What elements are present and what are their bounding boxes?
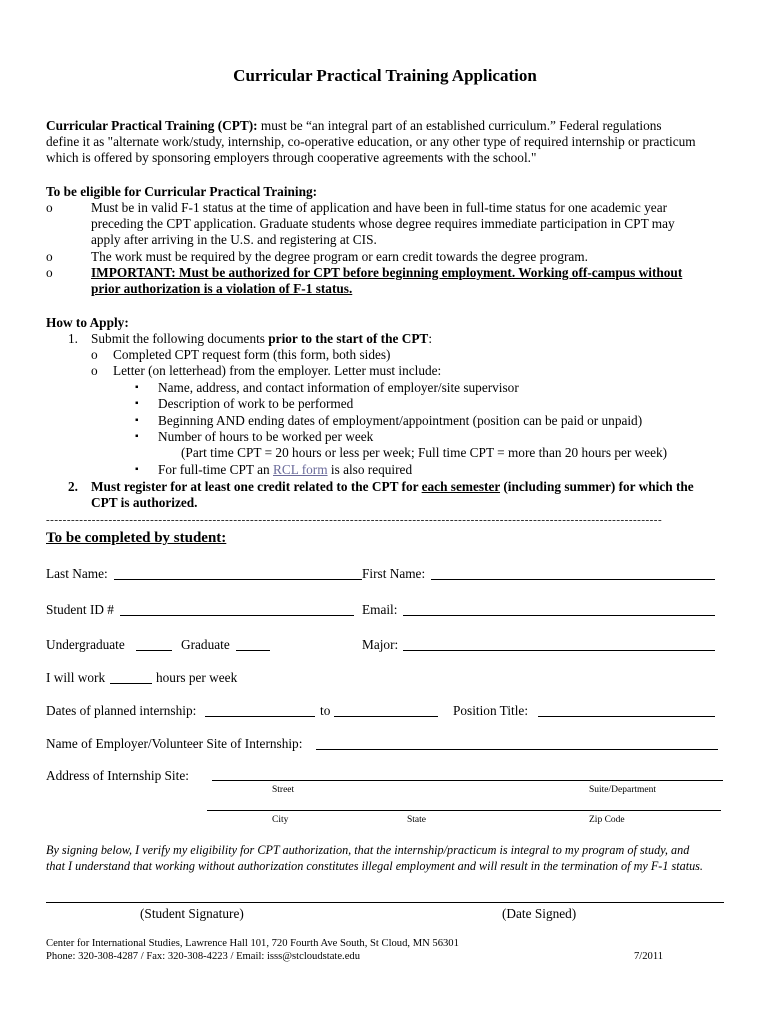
undergraduate-label: Undergraduate (46, 637, 125, 652)
square-bullet-icon: ▪ (135, 431, 139, 442)
step-2-text (91, 479, 694, 495)
step-1-bold: prior to the start of the CPT (268, 331, 429, 346)
hours-note: (Part time CPT = 20 hours or less per week; Full time CPT = more than 20 hours per week) (181, 445, 668, 460)
letter-item-3: Beginning AND ending dates of employment/appointment (position can be paid or unpaid) (158, 413, 643, 428)
footer-address: Center for International Studies, Lawrence Hall 101, 720 Fourth Ave South, St Cloud, MN 56301 (46, 938, 459, 949)
email-label: Email: (362, 602, 398, 617)
undergraduate-field[interactable] (136, 650, 172, 651)
eligibility-item-1b: preceding the CPT application. Graduate students whose degree requires immediate participation in CPT may (91, 216, 675, 231)
end-date-field[interactable] (334, 716, 438, 717)
step-2-a: Must register for at least one credit related to the CPT for (91, 479, 422, 494)
rcl-form-link[interactable]: RCL form (273, 462, 328, 477)
dashed-separator: ---------------------------------------------------------------------------------------------------------------------------------------------------- (46, 514, 663, 524)
intro-line-3: which is offered by sponsoring employers through cooperative agreements with the school." (46, 150, 537, 165)
major-field[interactable] (403, 650, 715, 651)
page-title: Curricular Practical Training Application (233, 66, 537, 85)
dates-label: Dates of planned internship: (46, 703, 197, 718)
first-name-label: First Name: (362, 566, 426, 581)
student-section-heading: To be completed by student: (46, 530, 227, 546)
letter-item-1: Name, address, and contact information of employer/site supervisor (158, 380, 519, 395)
state-caption: State (407, 815, 426, 825)
certification-line-2: that I understand that working without authorization constitutes illegal employment and will result in the termination of my F-1 status. (46, 859, 703, 873)
student-signature-label: (Student Signature) (140, 906, 244, 921)
street-field[interactable] (212, 780, 723, 781)
letter-item-4: Number of hours to be worked per week (158, 429, 374, 444)
student-id-label: Student ID # (46, 602, 114, 617)
step-2-line-2: CPT is authorized. (91, 495, 198, 510)
step-1-text (91, 331, 432, 347)
first-name-field[interactable] (431, 579, 715, 580)
step-2-underlined: each semester (421, 479, 501, 494)
graduate-label: Graduate (181, 637, 230, 652)
step-1-number: 1. (68, 331, 78, 346)
date-signed-label: (Date Signed) (502, 906, 577, 921)
position-title-field[interactable] (538, 716, 715, 717)
bullet-icon: o (46, 249, 53, 264)
employer-label: Name of Employer/Volunteer Site of Internship: (46, 736, 303, 751)
letter-item-2: Description of work to be performed (158, 396, 354, 411)
suite-caption: Suite/Department (589, 785, 657, 795)
square-bullet-icon: ▪ (135, 382, 139, 393)
sub-item-1: Completed CPT request form (this form, both sides) (113, 347, 391, 362)
signature-line[interactable] (46, 902, 724, 903)
rcl-post: is also required (327, 462, 413, 477)
eligibility-item-3a: IMPORTANT: Must be authorized for CPT before beginning employment. Working off-campus without (91, 265, 683, 280)
last-name-field[interactable] (114, 579, 362, 580)
start-date-field[interactable] (205, 716, 315, 717)
square-bullet-icon: ▪ (135, 415, 139, 426)
eligibility-item-1a: Must be in valid F-1 status at the time of application and have been in full-time status for one academic year (91, 200, 668, 215)
intro-term: Curricular Practical Training (CPT): (46, 118, 258, 133)
step-1-pre: Submit the following documents (91, 331, 269, 346)
zip-caption: Zip Code (589, 815, 625, 825)
bullet-icon: o (46, 265, 53, 280)
rcl-item (158, 462, 412, 478)
step-2-number: 2. (68, 479, 78, 494)
work-hours-field[interactable] (110, 683, 152, 684)
sub-bullet-icon: o (91, 363, 98, 378)
bullet-icon: o (46, 200, 53, 215)
intro-text-1: must be “an integral part of an established curriculum.” Federal regulations (257, 118, 662, 133)
eligibility-item-2: The work must be required by the degree program or earn credit towards the degree program. (91, 249, 588, 264)
how-to-apply-heading: How to Apply: (46, 315, 129, 330)
last-name-label: Last Name: (46, 566, 108, 581)
to-label: to (320, 703, 331, 718)
email-field[interactable] (403, 615, 715, 616)
intro-line-2: define it as "alternate work/study, internship, co-operative education, or any other type of required internship or practicum (46, 134, 696, 149)
square-bullet-icon: ▪ (135, 398, 139, 409)
employer-field[interactable] (316, 749, 718, 750)
sub-bullet-icon: o (91, 347, 98, 362)
certification-line-1: By signing below, I verify my eligibility for CPT authorization, that the internship/practicum is integral to my program of study, and (46, 843, 690, 857)
square-bullet-icon: ▪ (135, 464, 139, 475)
revision-date: 7/2011 (634, 951, 664, 962)
major-label: Major: (362, 637, 399, 652)
intro-line-1 (46, 118, 662, 134)
step-1-post: : (428, 331, 433, 346)
rcl-pre: For full-time CPT an (158, 462, 273, 477)
eligibility-item-1c: apply after arriving in the U.S. and registering at CIS. (91, 232, 377, 247)
graduate-field[interactable] (236, 650, 270, 651)
eligibility-item-3b: prior authorization is a violation of F-1 status. (91, 281, 353, 296)
student-id-field[interactable] (120, 615, 354, 616)
city-caption: City (272, 815, 289, 825)
sub-item-2: Letter (on letterhead) from the employer. Letter must include: (113, 363, 442, 378)
step-2-b: (including summer) for which the (500, 479, 694, 494)
work-hours-suffix: hours per week (156, 670, 238, 685)
address-label: Address of Internship Site: (46, 768, 189, 783)
footer-contact: Phone: 320-308-4287 / Fax: 320-308-4223 / Email: isss@stcloudstate.edu (46, 951, 361, 962)
work-hours-label: I will work (46, 670, 106, 685)
position-title-label: Position Title: (453, 703, 529, 718)
eligibility-heading: To be eligible for Curricular Practical Training: (46, 184, 318, 199)
city-state-zip-field[interactable] (207, 810, 721, 811)
street-caption: Street (272, 785, 295, 795)
